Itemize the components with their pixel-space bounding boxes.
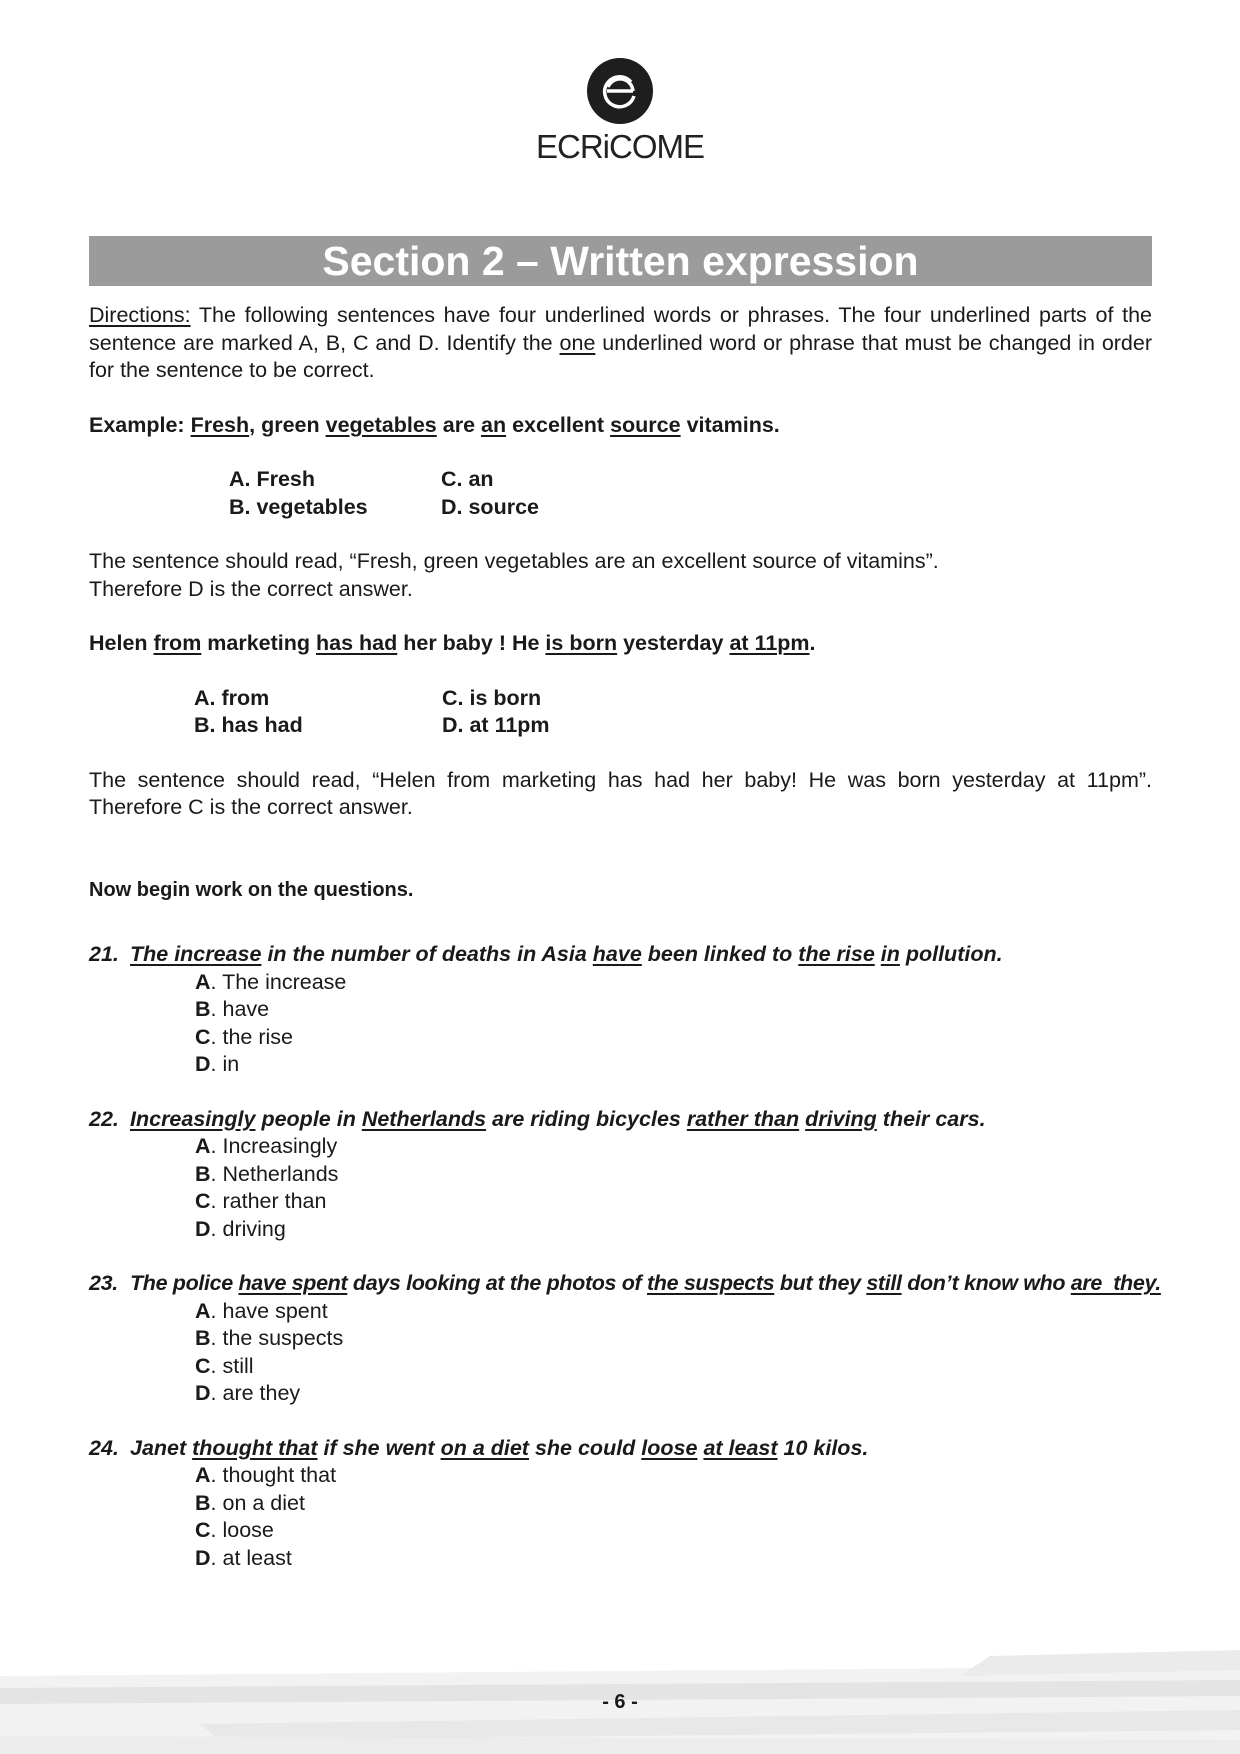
explanation-line: The sentence should read, “Helen from marketing has had her baby! He was born yesterday at 11pm”.: [89, 767, 1152, 792]
question-stem: [89, 941, 1152, 969]
sentence-text: days looking at the photos of: [347, 1271, 647, 1295]
underlined-part: in: [880, 942, 900, 966]
sentence-text: yesterday: [617, 631, 730, 655]
ecricome-logo-icon: [587, 58, 653, 124]
sentence-text: if she went: [317, 1435, 441, 1460]
underlined-part: at 11pm: [729, 631, 810, 655]
directions-text: underlined word or phrase that must be changed in order for the sentence to be correct.: [89, 330, 1153, 382]
question-number: 24.: [89, 1435, 119, 1460]
answer-options: [195, 969, 1152, 1079]
example-sentence: [89, 412, 1152, 440]
option-letter: A: [195, 1134, 211, 1158]
begin-instruction: Now begin work on the questions.: [89, 878, 414, 901]
underlined-part: The increase: [130, 942, 262, 966]
option: C. is born: [442, 685, 542, 710]
answer-option-c[interactable]: C. the rise: [195, 1024, 293, 1049]
explanation-line: Therefore C is the correct answer.: [89, 795, 413, 819]
option-text: thought that: [222, 1463, 337, 1487]
question-number: 22.: [89, 1106, 119, 1131]
option-letter: A: [195, 969, 211, 994]
answer-options: [195, 1133, 1152, 1243]
sentence-text: .: [809, 631, 816, 655]
sentence-text: their cars.: [876, 1106, 986, 1131]
sentence-text: 10 kilos.: [777, 1435, 869, 1460]
page-content: [89, 302, 1161, 1572]
example-options: [229, 466, 1152, 521]
option-text: the rise: [222, 1024, 293, 1049]
underlined-part: Increasingly: [130, 1106, 256, 1131]
underlined-part: have: [592, 942, 642, 966]
question-24: [89, 1435, 1152, 1573]
option-letter: D: [195, 1545, 211, 1570]
underlined-part: has had: [316, 631, 398, 655]
answer-option-a[interactable]: A. Increasingly: [195, 1134, 338, 1158]
sentence-text: but they: [774, 1271, 867, 1295]
example-2-explanation: [89, 767, 1152, 822]
option-text: are they: [222, 1381, 301, 1405]
explanation-line: Therefore D is the correct answer.: [89, 576, 413, 601]
explanation-line: The sentence should read, “Fresh, green vegetables are an excellent source of vitamins”.: [89, 549, 939, 573]
underlined-part: the rise: [798, 942, 875, 966]
answer-options: [195, 1462, 1152, 1572]
underlined-part: source: [610, 412, 681, 437]
option-text: rather than: [222, 1189, 327, 1213]
sentence-text: people in: [255, 1106, 362, 1131]
option-letter: D: [195, 1381, 211, 1405]
question-number: 21.: [89, 942, 119, 966]
option-text: driving: [222, 1216, 286, 1241]
question-22: [89, 1106, 1152, 1244]
directions-emphasis: one: [559, 330, 596, 355]
option-letter: B: [195, 1161, 211, 1186]
option-letter: A: [195, 1463, 211, 1487]
underlined-part: from: [153, 631, 202, 655]
answer-option-d[interactable]: D. at least: [195, 1545, 292, 1570]
option-letter: B: [195, 1490, 211, 1515]
option-text: the suspects: [222, 1326, 344, 1350]
answer-option-d[interactable]: D. in: [195, 1052, 240, 1076]
sentence-text: been linked to: [641, 942, 799, 966]
underlined-part: vegetables: [325, 412, 437, 437]
underlined-part: the suspects: [647, 1271, 775, 1295]
option-text: have: [222, 997, 270, 1021]
sentence-text: her baby ! He: [397, 631, 546, 655]
underlined-part: loose: [641, 1435, 698, 1460]
question-stem: [89, 1106, 1152, 1134]
sentence-text: in the number of deaths in Asia: [261, 942, 593, 966]
underlined-part: are they.: [1070, 1271, 1161, 1295]
answer-option-c[interactable]: C. rather than: [195, 1189, 327, 1213]
option: D. at 11pm: [442, 713, 550, 737]
directions: [89, 302, 1152, 385]
option-text: The increase: [222, 969, 347, 994]
option-letter: B: [195, 997, 211, 1021]
underlined-part: at least: [703, 1435, 778, 1460]
underlined-part: is born: [545, 631, 618, 655]
option-letter: B: [195, 1326, 211, 1350]
example-sentence-2: [89, 630, 1152, 658]
question-number: 23.: [89, 1271, 118, 1295]
sentence-text: vitamins.: [680, 412, 780, 437]
example-explanation: [89, 548, 1152, 603]
answer-option-b[interactable]: B. on a diet: [195, 1490, 305, 1515]
option: B. has had: [194, 713, 303, 737]
answer-option-b[interactable]: B. the suspects: [195, 1326, 344, 1350]
question-stem: [89, 1270, 1161, 1298]
option-text: on a diet: [222, 1490, 305, 1515]
sentence-text: don’t know who: [901, 1271, 1071, 1295]
option-text: have spent: [222, 1298, 328, 1323]
underlined-part: Fresh: [190, 412, 250, 437]
answer-option-a[interactable]: A. thought that: [195, 1463, 337, 1487]
underlined-part: thought that: [192, 1435, 318, 1460]
option: C. an: [441, 467, 494, 491]
option-text: still: [222, 1353, 254, 1378]
underlined-part: still: [866, 1271, 902, 1295]
underlined-part: on a diet: [440, 1435, 529, 1460]
example-label: Example:: [89, 412, 191, 437]
answer-option-a[interactable]: A. have spent: [195, 1298, 328, 1323]
sentence-text: marketing: [201, 631, 317, 655]
option-letter: D: [195, 1216, 211, 1241]
sentence-text: Helen: [89, 631, 154, 655]
answer-options: [195, 1298, 1152, 1408]
option-letter: C: [195, 1189, 211, 1213]
option-letter: C: [195, 1353, 211, 1378]
page-number: - 6 -: [602, 1691, 638, 1713]
answer-option-b[interactable]: B. have: [195, 997, 270, 1021]
option: B. vegetables: [229, 494, 368, 519]
underlined-part: driving: [805, 1106, 877, 1131]
section-title: Section 2 – Written expression: [89, 236, 1152, 286]
directions-label: Directions:: [89, 303, 191, 327]
option-text: Increasingly: [222, 1134, 338, 1158]
option-text: loose: [222, 1518, 274, 1542]
answer-option-d[interactable]: D. driving: [195, 1216, 286, 1241]
option-letter: A: [195, 1298, 211, 1323]
question-21: [89, 941, 1152, 1079]
sentence-text: she could: [528, 1435, 642, 1460]
sentence-text: are riding bicycles: [486, 1106, 687, 1131]
sentence-text: , green: [249, 412, 326, 437]
option-letter: C: [195, 1518, 211, 1542]
option: A. from: [194, 685, 270, 710]
sentence-text: are: [436, 412, 481, 437]
option-letter: C: [195, 1024, 211, 1049]
underlined-part: an: [481, 412, 507, 437]
underlined-part: rather than: [686, 1106, 800, 1131]
answer-option-c[interactable]: C. loose: [195, 1518, 274, 1542]
example-2-options: [194, 685, 1152, 740]
underlined-part: Netherlands: [361, 1106, 487, 1131]
ecricome-logo: [0, 58, 1240, 166]
question-23: [89, 1270, 1161, 1408]
directions-text: The following sentences have four underlined words or phrases. The four underlined parts of the sentence are marked A, B, C and D. Identify the: [89, 303, 1152, 355]
option-text: at least: [222, 1545, 292, 1570]
underlined-part: have spent: [238, 1271, 348, 1295]
sentence-text: Janet: [130, 1435, 193, 1460]
option: D. source: [441, 494, 539, 519]
question-stem: [89, 1435, 1152, 1463]
sentence-text: excellent: [506, 412, 611, 437]
answer-option-b[interactable]: B. Netherlands: [195, 1161, 339, 1186]
option: A. Fresh: [229, 467, 316, 491]
answer-option-c[interactable]: C. still: [195, 1353, 254, 1378]
answer-option-a[interactable]: A. The increase: [195, 969, 347, 994]
logo-wordmark: ECRiCOME: [535, 128, 704, 165]
sentence-text: pollution.: [899, 942, 1003, 966]
option-text: in: [222, 1052, 240, 1076]
option-text: Netherlands: [222, 1161, 339, 1186]
answer-option-d[interactable]: D. are they: [195, 1381, 301, 1405]
option-letter: D: [195, 1052, 211, 1076]
sentence-text: The police: [130, 1271, 239, 1295]
